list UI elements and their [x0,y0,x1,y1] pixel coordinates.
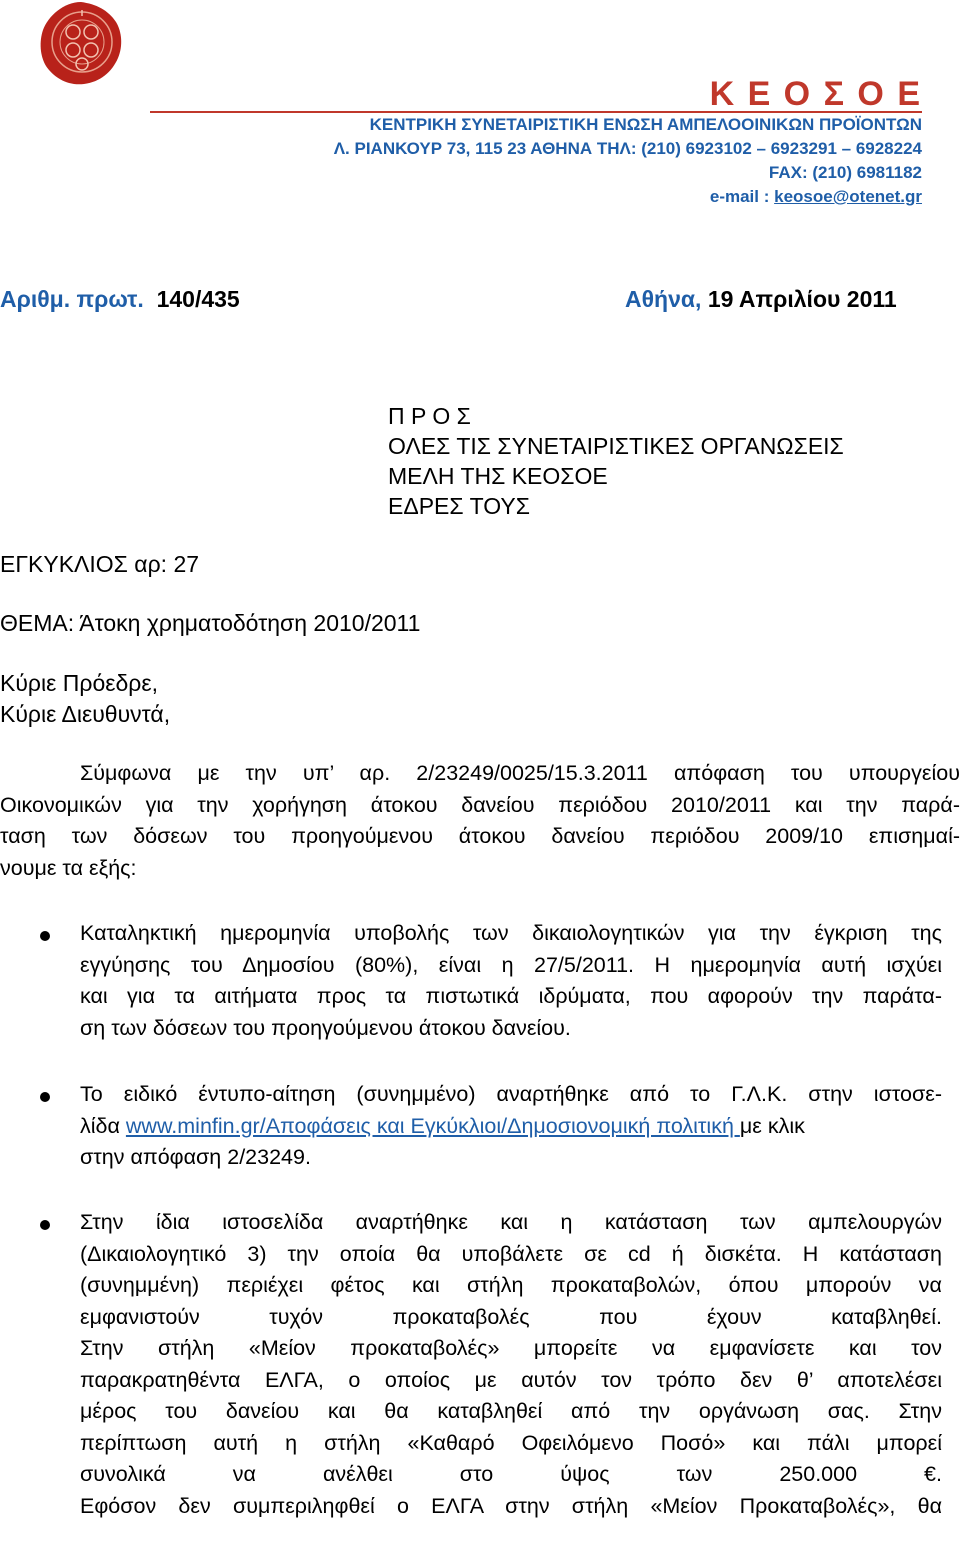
protocol-number [0,286,240,313]
intro-paragraph [0,758,960,884]
recipients-line: ΜΕΛΗ ΤΗΣ ΚΕΟΣΟΕ [388,463,608,489]
bullet-icon [40,931,50,941]
paragraph-line: Σύμφωνα με την υπ’ αρ. 2/23249/0025/15.3.2011 απόφαση του υπουργείου [80,761,960,785]
recipients-line: ΟΛΕΣ ΤΙΣ ΣΥΝΕΤΑΙΡΙΣΤΙΚΕΣ ΟΡΓΑΝΩΣΕΙΣ [388,433,844,459]
email-link[interactable]: keosoe@otenet.gr [774,187,922,206]
salutation-line: Κύριε Διευθυντά, [0,701,171,727]
paragraph-line: Στην στήλη «Μείον προκαταβολές» μπορείτε να εμφανίσετε και τον [80,1336,942,1360]
protocol-value: 140/435 [156,286,240,312]
email-label: e-mail : [709,187,775,206]
circular-number: ΕΓΚΥΚΛΙΟΣ αρ: 27 [0,551,200,577]
paragraph-line: συνολικά να ανέλθει στο ύψος των 250.000 €. [80,1462,942,1486]
link-suffix: με κλικ [739,1113,805,1138]
salutation-line: Κύριε Πρόεδρε, [0,670,159,696]
paragraph-line: περίπτωση αυτή η στήλη «Καθαρό Οφειλόμενο Ποσό» και πάλι μπορεί [80,1430,942,1455]
paragraph-line: (Δικαιολογητικό 3) την οποία θα υποβάλετε σε cd ή δισκέτα. Η κατάσταση [80,1241,942,1266]
protocol-label: Αριθμ. πρωτ. [0,286,144,312]
org-fax: FAX: (210) 6981182 [768,163,922,182]
paragraph-line: εμφανιστούν τυχόν προκαταβολές που έχουν καταβληθεί. [80,1304,942,1329]
recipients-line: ΕΔΡΕΣ ΤΟΥΣ [388,493,530,519]
paragraph-line: παρακρατηθέντα ΕΛΓΑ, ο οποίος με αυτόν τον τρόπο δεν θ’ αποτελέσει [80,1367,942,1392]
date-value: 19 Απριλίου 2011 [707,286,897,312]
paragraph-line: Καταληκτική ημερομηνία υποβολής των δικαιολογητικών για την έγκριση της [80,921,942,945]
paragraph-line: Στην ίδια ιστοσελίδα αναρτήθηκε και η κατάσταση των αμπελουργών [80,1210,942,1234]
letter-date [625,286,897,313]
recipients-heading: Π Ρ Ο Σ [388,403,471,429]
subject-line: ΘΕΜΑ: Άτοκη χρηματοδότηση 2010/2011 [0,610,421,636]
paragraph-line: νουμε τα εξής: [0,855,137,880]
place-label: Αθήνα, [625,286,702,312]
paragraph-line: μέρος του δανείου και θα καταβληθεί από την οργάνωση σας. Στην [80,1399,942,1423]
paragraph-line: και για τα αιτήματα προς τα πιστωτικά ιδρύματα, που αφορούν την παράτα- [80,984,942,1008]
paragraph-line: Το ειδικό έντυπο-αίτηση (συνημμένο) αναρτήθηκε από το Γ.Λ.Κ. στην ιστοσε- [80,1082,942,1106]
paragraph-line [80,1111,942,1143]
bullet-icon [40,1092,50,1102]
paragraph-line: ταση των δόσεων του προηγούμενου άτοκου δανείου περιόδου 2009/10 επισημαί- [0,824,960,848]
list-item [80,1207,942,1522]
list-item [80,1079,942,1174]
minfin-link[interactable]: www.minfin.gr/Αποφάσεις και Εγκύκλιοι/Δημοσιονομική πολιτική [125,1113,740,1138]
organization-brand: Κ Ε Ο Σ Ο Ε [709,75,922,113]
paragraph-line: ση των δόσεων του προηγούμενου άτοκου δανείου. [80,1015,571,1040]
org-address-phone: Λ. ΡΙΑΝΚΟΥΡ 73, 115 23 ΑΘΗΝΑ ΤΗΛ: (210) 6923102 – 6923291 – 6928224 [333,139,922,158]
paragraph-line: εγγύησης του Δημοσίου (80%), είναι η 27/5/2011. Η ημερομηνία αυτή ισχύει [80,952,942,977]
header-divider [150,111,922,113]
bullet-icon [40,1220,50,1230]
keosoe-seal-logo [38,0,124,86]
paragraph-line: στην απόφαση 2/23249. [80,1145,311,1169]
paragraph-line: Εφόσον δεν συμπεριληφθεί ο ΕΛΓΑ στην στήλη «Μείον Προκαταβολές», θα [80,1493,942,1518]
org-full-name: ΚΕΝΤΡΙΚΗ ΣΥΝΕΤΑΙΡΙΣΤΙΚΗ ΕΝΩΣΗ ΑΜΠΕΛΟΟΙΝΙΚΩΝ ΠΡΟΪΟΝΤΩΝ [369,115,922,134]
org-email-line [710,187,922,207]
paragraph-line: Οικονομικών για την χορήγηση άτοκου δανείου περιόδου 2010/2011 και την παρά- [0,792,960,817]
link-prefix: λίδα [80,1113,126,1138]
list-item [80,918,942,1044]
paragraph-line: (συνημμένη) περιέχει φέτος και στήλη προκαταβολών, όπου μπορούν να [80,1273,942,1297]
